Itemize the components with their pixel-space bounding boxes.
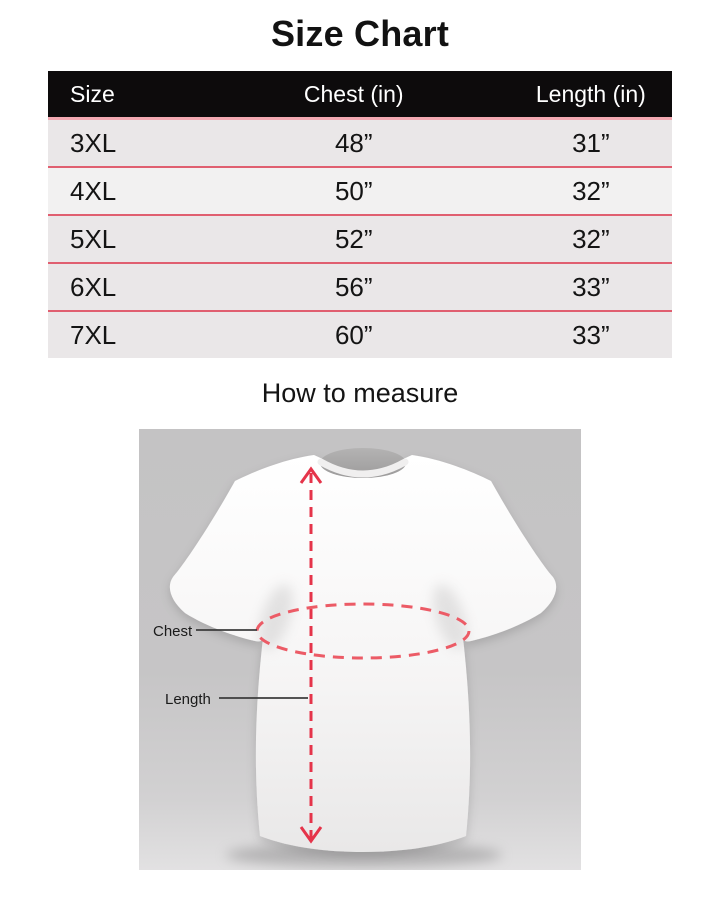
table-row-7xl xyxy=(48,310,672,358)
table-header-row xyxy=(48,71,672,120)
table-row-4xl xyxy=(48,166,672,214)
size-value: 5XL xyxy=(70,223,117,254)
length-value: 33” xyxy=(572,319,610,350)
size-value: 6XL xyxy=(70,271,117,302)
size-value: 4XL xyxy=(70,175,117,206)
length-value: 33” xyxy=(572,271,610,302)
size-value: 7XL xyxy=(70,319,117,350)
chest-value: 52” xyxy=(334,223,373,254)
length-value: 32” xyxy=(572,223,610,254)
tshirt-graphic xyxy=(170,455,556,852)
header-cell-chest: Chest (in) xyxy=(303,80,404,107)
how-to-measure-title: How to measure xyxy=(261,378,459,408)
header-cell-size: Size xyxy=(70,80,115,107)
tshirt-photo xyxy=(139,429,581,870)
length-value: 31” xyxy=(572,127,610,158)
chest-value: 60” xyxy=(334,319,373,350)
page-title: Size Chart xyxy=(270,13,450,54)
tshirt-measure-diagram xyxy=(139,429,581,870)
table-row-6xl xyxy=(48,262,672,310)
chest-value: 50” xyxy=(334,175,373,206)
chest-label: Chest xyxy=(153,623,193,640)
chest-value: 48” xyxy=(334,127,373,158)
size-value: 3XL xyxy=(70,127,117,158)
table-row-3xl xyxy=(48,120,672,166)
size-chart-table xyxy=(48,71,672,358)
header-cell-length: Length (in) xyxy=(535,80,646,107)
length-label: Length xyxy=(165,691,211,708)
chest-value: 56” xyxy=(334,271,373,302)
length-value: 32” xyxy=(572,175,610,206)
table-row-5xl xyxy=(48,214,672,262)
